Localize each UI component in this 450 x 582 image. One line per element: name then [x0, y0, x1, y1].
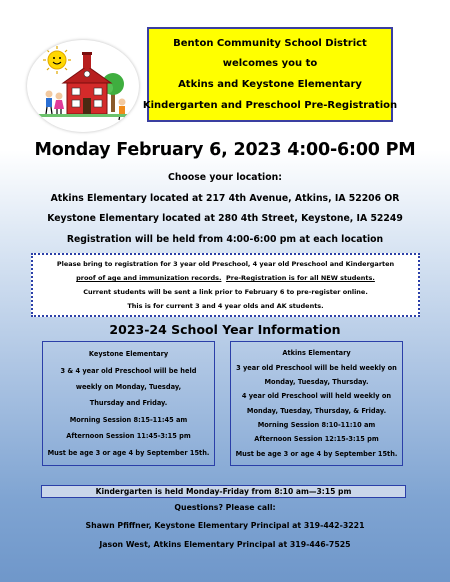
kindergarten-hours: Kindergarten is held Monday-Friday from 8:10 am—3:15 pm — [95, 487, 352, 496]
keystone-info-line: Thursday and Friday. — [89, 399, 168, 408]
registration-hours: Registration will be held from 4:00-6:00 pm at each location — [66, 234, 384, 245]
contact-prompt: Questions? Please call: — [174, 503, 276, 512]
notice-line-1: Please bring to registration for 3 year old Preschool, 4 year old Preschool and Kindergarten — [56, 260, 395, 268]
header-banner — [142, 27, 398, 122]
school-clipart-icon — [27, 40, 139, 132]
kindergarten-hours-box — [41, 485, 406, 498]
event-date-heading: Monday February 6, 2023 4:00-6:00 PM — [34, 140, 416, 160]
atkins-afternoon-session: Afternoon Session 12:15-3:15 pm — [254, 435, 379, 444]
keystone-info-box — [42, 341, 215, 466]
school-logo — [27, 40, 139, 132]
keystone-title: Keystone Elementary — [88, 350, 169, 359]
atkins-info-line: Monday, Tuesday, Thursday, & Friday. — [246, 406, 387, 415]
atkins-info-line: Monday, Tuesday, Thursday. — [264, 377, 369, 386]
keystone-age-requirement: Must be age 3 or age 4 by September 15th. — [47, 448, 210, 457]
keystone-principal-contact: Shawn Pfiffner, Keystone Elementary Principal at 319-442-3221 — [85, 521, 365, 530]
school-building-icon — [63, 52, 111, 114]
atkins-title: Atkins Elementary — [282, 349, 351, 358]
notice-line-3: Current students will be sent a link prior to February 6 to pre-register online. — [83, 288, 368, 296]
schools-name: Atkins and Keystone Elementary — [178, 79, 362, 91]
registration-notice — [31, 253, 420, 317]
atkins-age-requirement: Must be age 3 or age 4 by September 15th. — [235, 449, 398, 458]
keystone-info-line: weekly on Monday, Tuesday, — [75, 383, 182, 392]
notice-line-2 — [76, 274, 375, 282]
district-name: Benton Community School District — [173, 37, 367, 49]
welcome-text: welcomes you to — [222, 58, 318, 70]
atkins-info-line: 3 year old Preschool will be held weekly on — [236, 363, 397, 372]
registration-title: Kindergarten and Preschool Pre-Registration — [142, 99, 398, 111]
atkins-info-box — [230, 341, 403, 466]
sun-icon — [43, 46, 71, 74]
keystone-info-line: 3 & 4 year old Preschool will be held — [60, 366, 197, 375]
location-prompt: Choose your location: — [168, 172, 282, 183]
notice-line-4: This is for current 3 and 4 year olds and AK students. — [127, 302, 324, 310]
atkins-location: Atkins Elementary located at 217 4th Avenue, Atkins, IA 52206 OR — [50, 193, 400, 204]
keystone-location: Keystone Elementary located at 280 4th Street, Keystone, IA 52249 — [47, 213, 403, 224]
keystone-afternoon-session: Afternoon Session 11:45-3:15 pm — [66, 432, 191, 441]
keystone-morning-session: Morning Session 8:15-11:45 am — [69, 415, 188, 424]
notice-proof-required: proof of age and immunization records. — [76, 274, 222, 282]
atkins-info-line: 4 year old Preschool will held weekly on — [241, 392, 392, 401]
school-year-heading: 2023-24 School Year Information — [109, 322, 341, 337]
notice-new-students: Pre-Registration is for all NEW students. — [225, 274, 375, 282]
atkins-morning-session: Morning Session 8:10-11:10 am — [257, 421, 376, 430]
atkins-principal-contact: Jason West, Atkins Elementary Principal at 319-446-7525 — [99, 540, 351, 549]
